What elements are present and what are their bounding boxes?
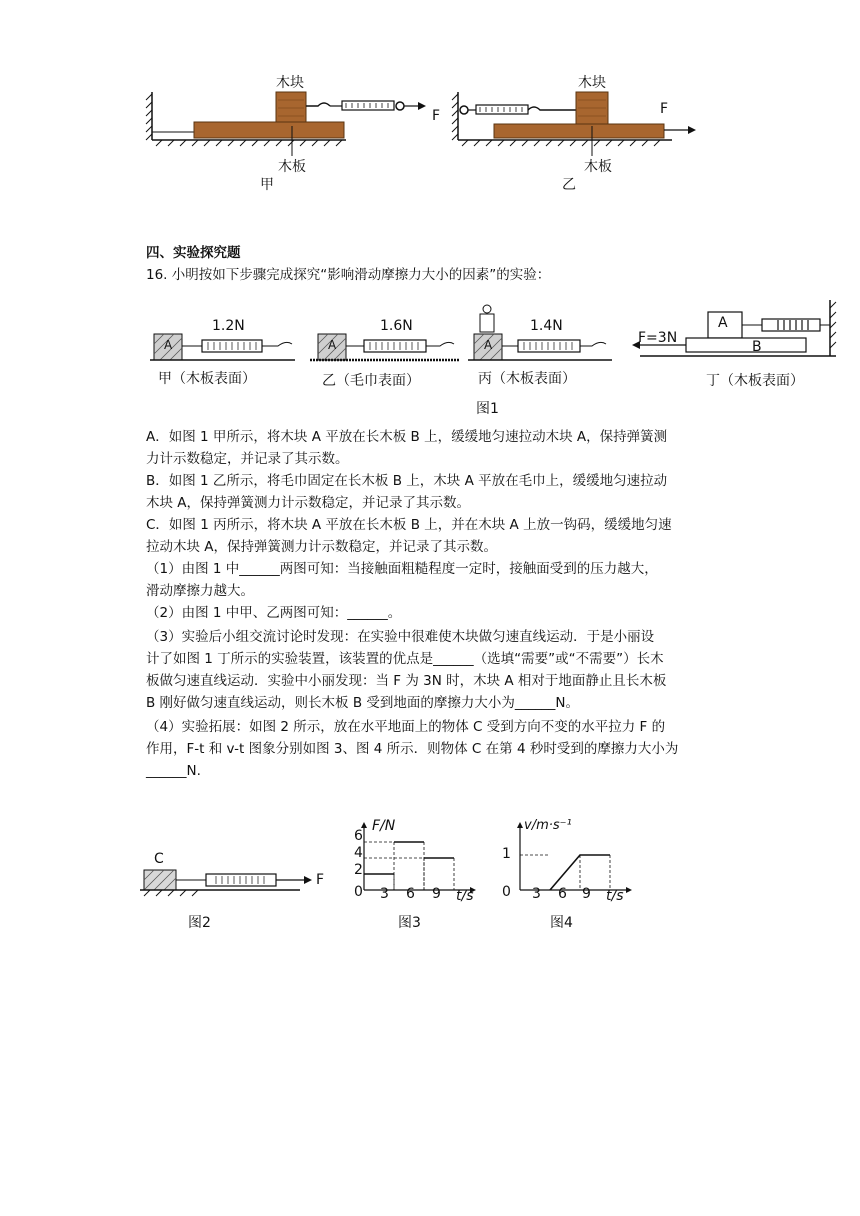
fig3-xtick-6: 6 <box>406 886 415 902</box>
step-a-line1: A．如图 1 甲所示，将木块 A 平放在长木板 B 上，缓缓地匀速拉动木块 A，保持弹簧测 <box>146 429 668 445</box>
reading-bing: 1.4N <box>530 318 563 334</box>
scale-bing <box>518 340 580 352</box>
subquestion-4-line2: 作用，F-t 和 v-t 图象分别如图 3、图 4 所示．则物体 C 在第 4 秒时受到的摩擦力大小为 <box>146 741 679 757</box>
fig4-x-arrow <box>626 887 632 893</box>
panel-caption-yi: 乙（毛巾表面） <box>322 373 420 389</box>
figure-4-chart <box>496 820 646 910</box>
board-b-ding <box>686 338 806 352</box>
subquestion-3-line4: B 刚好做匀速直线运动，则长木板 B 受到地面的摩擦力大小为______N。 <box>146 695 579 711</box>
figure-2 <box>140 850 340 910</box>
scale-yi <box>364 340 426 352</box>
subquestion-3-line1: （3）实验后小组交流讨论时发现：在实验中很难使木块做匀速直线运动．于是小丽设 <box>146 629 655 645</box>
force-label-fig2: F <box>316 872 325 888</box>
fig3-xtick-3: 3 <box>380 886 389 902</box>
fig4-xlabel: t/s <box>606 888 624 904</box>
fig3-xtick-9: 9 <box>432 886 441 902</box>
fig4-origin: 0 <box>502 884 511 900</box>
block-label-c: C <box>154 851 164 867</box>
board-label-b-ding: B <box>752 339 762 355</box>
reading-yi: 1.6N <box>380 318 413 334</box>
fig3-ylabel: F/N <box>372 818 396 834</box>
subquestion-1-line1: （1）由图 1 中______两图可知：当接触面粗糙程度一定时，接触面受到的压力越大， <box>146 561 658 577</box>
block-label-left: 木块 <box>276 75 304 91</box>
fig3-ytick-4: 4 <box>354 845 363 861</box>
reading-jia: 1.2N <box>212 318 245 334</box>
block-label-a-yi: A <box>328 338 337 352</box>
fig3-ytick-2: 2 <box>354 862 363 878</box>
fig4-xtick-3: 3 <box>532 886 541 902</box>
top-figure-right <box>452 74 712 204</box>
board-label-right: 木板 <box>584 159 612 175</box>
wood-board <box>194 122 344 138</box>
force-label-left: F <box>432 108 441 124</box>
panel-caption-jia: 甲（木板表面） <box>158 371 256 387</box>
subquestion-4-line3: ______N. <box>146 763 201 779</box>
step-c-line1: C．如图 1 丙所示，将木块 A 平放在长木板 B 上，并在木块 A 上放一钩码，缓缓地匀速 <box>146 517 672 533</box>
weight-bing <box>480 314 494 332</box>
subquestion-3-line2: 计了如图 1 丁所示的实验装置，该装置的优点是______（选填“需要”或“不需要”）长木 <box>146 651 664 667</box>
figure-3-caption: 图3 <box>398 915 421 931</box>
block-label-a-ding: A <box>718 315 728 331</box>
subquestion-3-line3: 板做匀速直线运动．实验中小丽发现：当 F 为 3N 时，木块 A 相对于地面静止且长木板 <box>146 673 667 689</box>
fig4-ytick-1: 1 <box>502 846 511 862</box>
step-b-line1: B．如图 1 乙所示，将毛巾固定在长木板 B 上，木块 A 平放在毛巾上，缓缓地匀速拉动 <box>146 473 668 489</box>
fig3-origin: 0 <box>354 884 363 900</box>
caption-right: 乙 <box>562 177 576 193</box>
step-a-line2: 力计示数稳定，并记录了其示数。 <box>146 451 349 467</box>
board-label-left: 木板 <box>278 159 306 175</box>
figure-4-caption: 图4 <box>550 915 573 931</box>
force-label-right: F <box>660 101 669 117</box>
fig4-y-arrow <box>517 822 523 828</box>
block-label-right: 木块 <box>578 75 606 91</box>
fig4-xtick-6: 6 <box>558 886 567 902</box>
caption-left: 甲 <box>260 177 274 193</box>
step-b-line2: 木块 A，保持弹簧测力计示数稳定，并记录了其示数。 <box>146 495 471 511</box>
wood-block <box>276 92 306 122</box>
section-title: 四、实验探究题 <box>146 245 241 261</box>
block-label-a-bing: A <box>484 338 493 352</box>
fig3-xlabel: t/s <box>456 888 474 904</box>
wood-board-right <box>494 124 664 138</box>
scale-fig2 <box>206 874 276 886</box>
fig4-ylabel: v/m·s⁻¹ <box>524 818 572 833</box>
question-intro: 16. 小明按如下步骤完成探究“影响滑动摩擦力大小的因素”的实验： <box>146 267 551 283</box>
panel-caption-ding: 丁（木板表面） <box>706 373 804 389</box>
subquestion-1-line2: 滑动摩擦力越大。 <box>146 583 254 599</box>
block-label-a-jia: A <box>164 338 173 352</box>
fig3-ytick-6: 6 <box>354 828 363 844</box>
step-c-line2: 拉动木块 A，保持弹簧测力计示数稳定，并记录了其示数。 <box>146 539 498 555</box>
subquestion-2: （2）由图 1 中甲、乙两图可知：______。 <box>146 605 402 621</box>
figure-1-caption: 图1 <box>476 401 499 417</box>
spring-scale <box>342 101 394 110</box>
fig4-xtick-9: 9 <box>582 886 591 902</box>
force-label-ding: F=3N <box>638 330 678 346</box>
scale-ding <box>762 319 820 331</box>
spring-scale-right <box>476 105 528 114</box>
subquestion-4-line1: （4）实验拓展：如图 2 所示，放在水平地面上的物体 C 受到方向不变的水平拉力 F 的 <box>146 719 666 735</box>
panel-caption-bing: 丙（木板表面） <box>478 371 576 387</box>
figure-2-caption: 图2 <box>188 915 211 931</box>
